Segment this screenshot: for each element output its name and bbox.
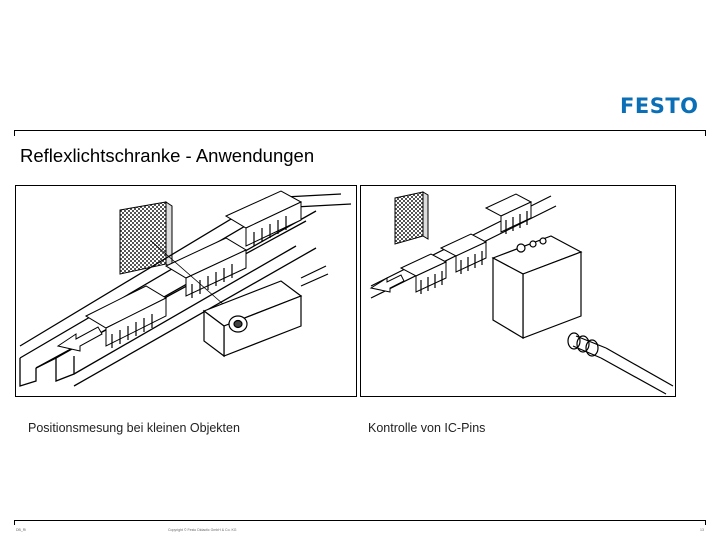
figure-caption: Positionsmesung bei kleinen Objekten	[28, 421, 240, 435]
reflector-icon	[120, 202, 172, 274]
footer-page-number: 13	[700, 528, 704, 532]
footer-rule-tick	[705, 520, 706, 525]
header-rule-tick	[705, 130, 706, 136]
reflector-icon	[395, 192, 428, 244]
sensor-icon	[204, 266, 328, 356]
footer-left: DB_Ri	[16, 528, 27, 532]
sensor-icon	[493, 236, 581, 338]
footer-rule-tick	[14, 520, 15, 525]
cable-icon	[568, 333, 673, 394]
festo-logo: FESTO	[620, 94, 699, 118]
header-rule	[14, 130, 706, 131]
figure-caption: Kontrolle von IC-Pins	[368, 421, 486, 435]
illustration-position-measuring	[15, 185, 357, 397]
direction-arrow-icon	[58, 327, 102, 351]
footer-rule	[14, 520, 706, 521]
footer-copyright: Copyright © Festo Didactic GmbH & Co. KG	[168, 528, 237, 532]
page-title: Reflexlichtschranke - Anwendungen	[20, 145, 315, 166]
illustration-ic-pin-control	[360, 185, 676, 397]
header-rule-tick	[14, 130, 15, 136]
